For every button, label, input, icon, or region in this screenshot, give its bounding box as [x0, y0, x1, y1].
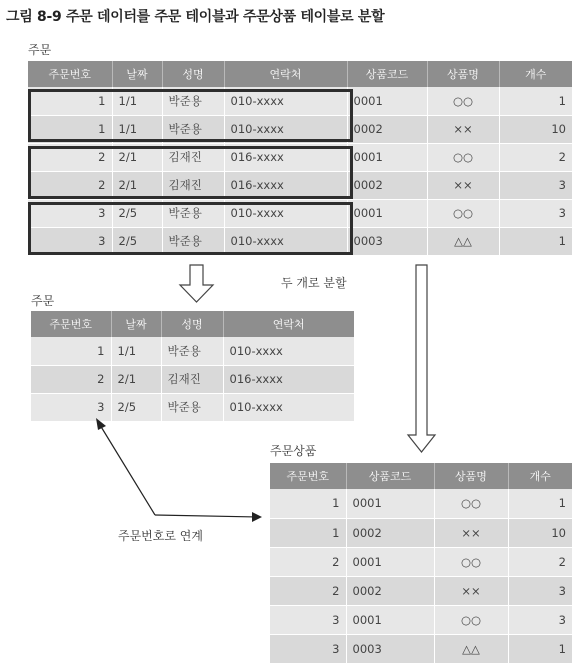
table-cell: 3	[508, 576, 572, 605]
table-cell: 3	[508, 605, 572, 634]
table-cell: 2	[31, 365, 111, 393]
table-cell: ××	[434, 576, 508, 605]
table-cell: 010-xxxx	[224, 199, 347, 227]
table-cell: ○○	[427, 199, 499, 227]
table-cell: 2	[270, 576, 346, 605]
table-cell: 2/1	[112, 143, 162, 171]
table-cell: 1	[499, 87, 572, 115]
link-arrow	[96, 418, 262, 522]
table-cell: 1/1	[111, 337, 161, 365]
column-header: 주문번호	[270, 463, 346, 489]
table-cell: 2/5	[111, 393, 161, 421]
table-cell: 3	[270, 605, 346, 634]
column-header: 개수	[508, 463, 572, 489]
table-cell: 2/1	[111, 365, 161, 393]
table-cell: 010-xxxx	[223, 337, 354, 365]
table-cell: 3	[28, 199, 112, 227]
table-cell: 016-xxxx	[223, 365, 354, 393]
table-cell: 0001	[346, 489, 434, 518]
table-cell: 2	[499, 143, 572, 171]
table-cell: 1	[31, 337, 111, 365]
table-cell: 2	[28, 171, 112, 199]
column-header: 날짜	[112, 61, 162, 87]
table-cell: 김재진	[162, 171, 224, 199]
table-cell: 0002	[346, 576, 434, 605]
table-cell: △△	[434, 634, 508, 663]
split-note: 두 개로 분할	[281, 276, 347, 290]
table-cell: 1	[270, 518, 346, 547]
down-arrow-to-order	[180, 265, 213, 302]
table-cell: 0003	[346, 634, 434, 663]
table-cell: 1	[508, 634, 572, 663]
column-header: 연락처	[223, 311, 354, 337]
table-cell: 0002	[346, 518, 434, 547]
table-cell: 1	[508, 489, 572, 518]
order-table-label: 주문	[31, 294, 55, 308]
table-cell: 2/5	[112, 199, 162, 227]
table-cell: 1	[270, 489, 346, 518]
table-cell: 10	[499, 115, 572, 143]
table-cell: 010-xxxx	[223, 393, 354, 421]
table-cell: 1/1	[112, 87, 162, 115]
table-cell: 3	[499, 199, 572, 227]
table-cell: 0001	[346, 605, 434, 634]
table-cell: 2/1	[112, 171, 162, 199]
table-cell: 3	[28, 227, 112, 255]
table-cell: ××	[434, 518, 508, 547]
table-cell: △△	[427, 227, 499, 255]
table-cell: 010-xxxx	[224, 87, 347, 115]
table-cell: 0001	[346, 547, 434, 576]
table-cell: 1	[499, 227, 572, 255]
table-cell: 박준용	[161, 393, 223, 421]
column-header: 주문번호	[31, 311, 111, 337]
table-cell: 3	[31, 393, 111, 421]
table-cell: 1/1	[112, 115, 162, 143]
table-cell: 0003	[347, 227, 427, 255]
down-arrow-to-order-items	[408, 265, 435, 452]
column-header: 성명	[161, 311, 223, 337]
table-cell: ××	[427, 115, 499, 143]
link-note: 주문번호로 연계	[118, 529, 203, 543]
table-cell: 김재진	[162, 143, 224, 171]
table-cell: 2	[28, 143, 112, 171]
table-cell: ○○	[434, 489, 508, 518]
table-cell: 2	[270, 547, 346, 576]
table-cell: 박준용	[162, 199, 224, 227]
table-cell: 박준용	[162, 115, 224, 143]
column-header: 상품명	[434, 463, 508, 489]
column-header: 개수	[499, 61, 572, 87]
table-cell: ○○	[434, 547, 508, 576]
column-header: 상품코드	[347, 61, 427, 87]
table-cell: 박준용	[162, 227, 224, 255]
column-header: 상품명	[427, 61, 499, 87]
table-cell: ○○	[427, 143, 499, 171]
table-cell: 박준용	[161, 337, 223, 365]
table-cell: 0002	[347, 171, 427, 199]
table-cell: 1	[28, 115, 112, 143]
original-table-label: 주문	[28, 43, 52, 57]
table-cell: 0002	[347, 115, 427, 143]
column-header: 주문번호	[28, 61, 112, 87]
column-header: 상품코드	[346, 463, 434, 489]
table-cell: 1	[28, 87, 112, 115]
table-cell: ××	[427, 171, 499, 199]
table-cell: 010-xxxx	[224, 115, 347, 143]
table-cell: 016-xxxx	[224, 143, 347, 171]
table-cell: 0001	[347, 87, 427, 115]
table-cell: 2	[508, 547, 572, 576]
table-cell: ○○	[434, 605, 508, 634]
table-cell: 김재진	[161, 365, 223, 393]
table-cell: 0001	[347, 199, 427, 227]
table-cell: 박준용	[162, 87, 224, 115]
column-header: 연락처	[224, 61, 347, 87]
column-header: 성명	[162, 61, 224, 87]
table-cell: 2/5	[112, 227, 162, 255]
table-cell: 3	[270, 634, 346, 663]
order-items-table-label: 주문상품	[270, 444, 317, 458]
table-cell: 0001	[347, 143, 427, 171]
figure-title: 그림 8-9 주문 데이터를 주문 테이블과 주문상품 테이블로 분할	[6, 9, 385, 25]
table-cell: 3	[499, 171, 572, 199]
table-cell: 10	[508, 518, 572, 547]
column-header: 날짜	[111, 311, 161, 337]
table-cell: 016-xxxx	[224, 171, 347, 199]
table-cell: ○○	[427, 87, 499, 115]
table-cell: 010-xxxx	[224, 227, 347, 255]
